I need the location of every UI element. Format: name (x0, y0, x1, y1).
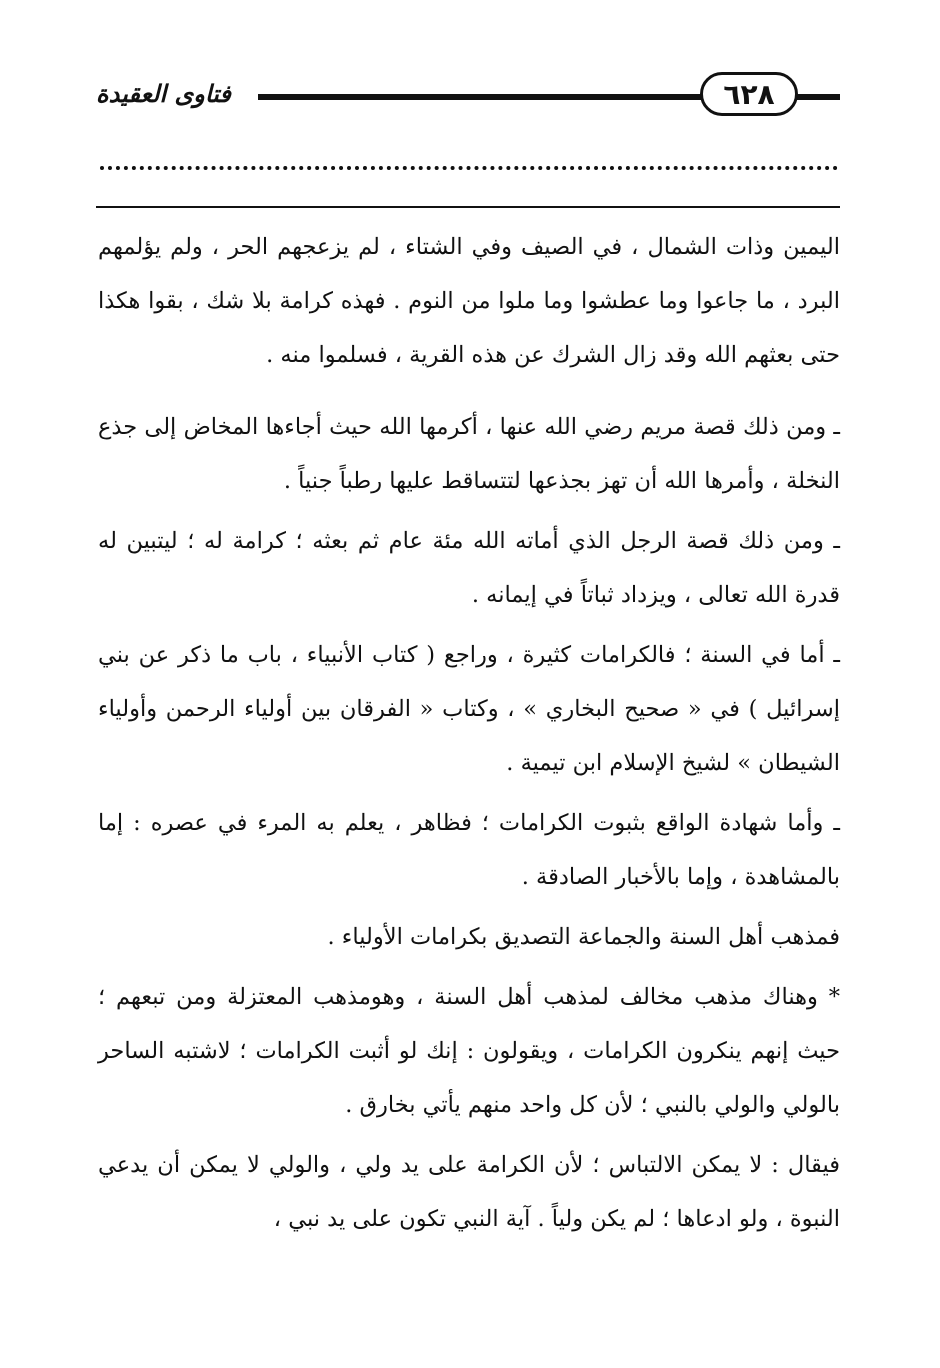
paragraph: اليمين وذات الشمال ، في الصيف وفي الشتاء ، لم يزعجهم الحر ، ولم يؤلمهم البرد ، ما جاعوا وما عطشوا وما ملوا من النوم . فهذه كرامة بلا شك ، بقوا هكذا حتى بعثهم الله وقد زال الشرك عن هذه القرية ، فسلموا منه . (98, 234, 840, 368)
page-header (96, 72, 840, 122)
paragraph: * وهناك مذهب مخالف لمذهب أهل السنة ، وهومذهب المعتزلة ومن تبعهم ؛ حيث إنهم ينكرون الكرامات ، ويقولون : إنك لو أثبت الكرامات ؛ لاشتبه الساحر بالولي والولي بالنبي ؛ لأن كل واحد منهم يأتي بخارق . (98, 984, 840, 1118)
paragraph: فيقال : لا يمكن الالتباس ؛ لأن الكرامة على يد ولي ، والولي لا يمكن أن يدعي النبوة ، ولو ادعاها ؛ لم يكن ولياً . آية النبي تكون على يد نبي ، (98, 1152, 840, 1232)
page-body (98, 220, 840, 1252)
paragraph: ـ أما في السنة ؛ فالكرامات كثيرة ، وراجع ( كتاب الأنبياء ، باب ما ذكر عن بني إسرائيل ) في « صحيح البخاري » ، وكتاب « الفرقان بين أولياء الرحمن وأولياء الشيطان » لشيخ الإسلام ابن تيمية . (98, 642, 840, 776)
paragraph: ـ ومن ذلك قصة مريم رضي الله عنها ، أكرمها الله حيث أجاءها المخاض إلى جذع النخلة ، وأمرها الله أن تهز بجذعها لتتساقط عليها رطباً جنياً . (98, 414, 840, 494)
paragraph: ـ ومن ذلك قصة الرجل الذي أماته الله مئة عام ثم بعثه ؛ كرامة له ؛ ليتبين له قدرة الله تعالى ، ويزداد ثباتاً في إيمانه . (98, 528, 840, 608)
page-number: ٦٢٨ (700, 72, 798, 116)
separator-rule (96, 206, 840, 208)
paragraph: ـ وأما شهادة الواقع بثبوت الكرامات ؛ فظاهر ، يعلم به المرء في عصره : إما بالمشاهدة ، وإما بالأخبار الصادقة . (98, 810, 840, 890)
book-title: فتاوى العقيدة (96, 80, 231, 108)
paragraph: فمذهب أهل السنة والجماعة التصديق بكرامات الأولياء . (327, 924, 840, 950)
dotted-separator (100, 166, 838, 170)
